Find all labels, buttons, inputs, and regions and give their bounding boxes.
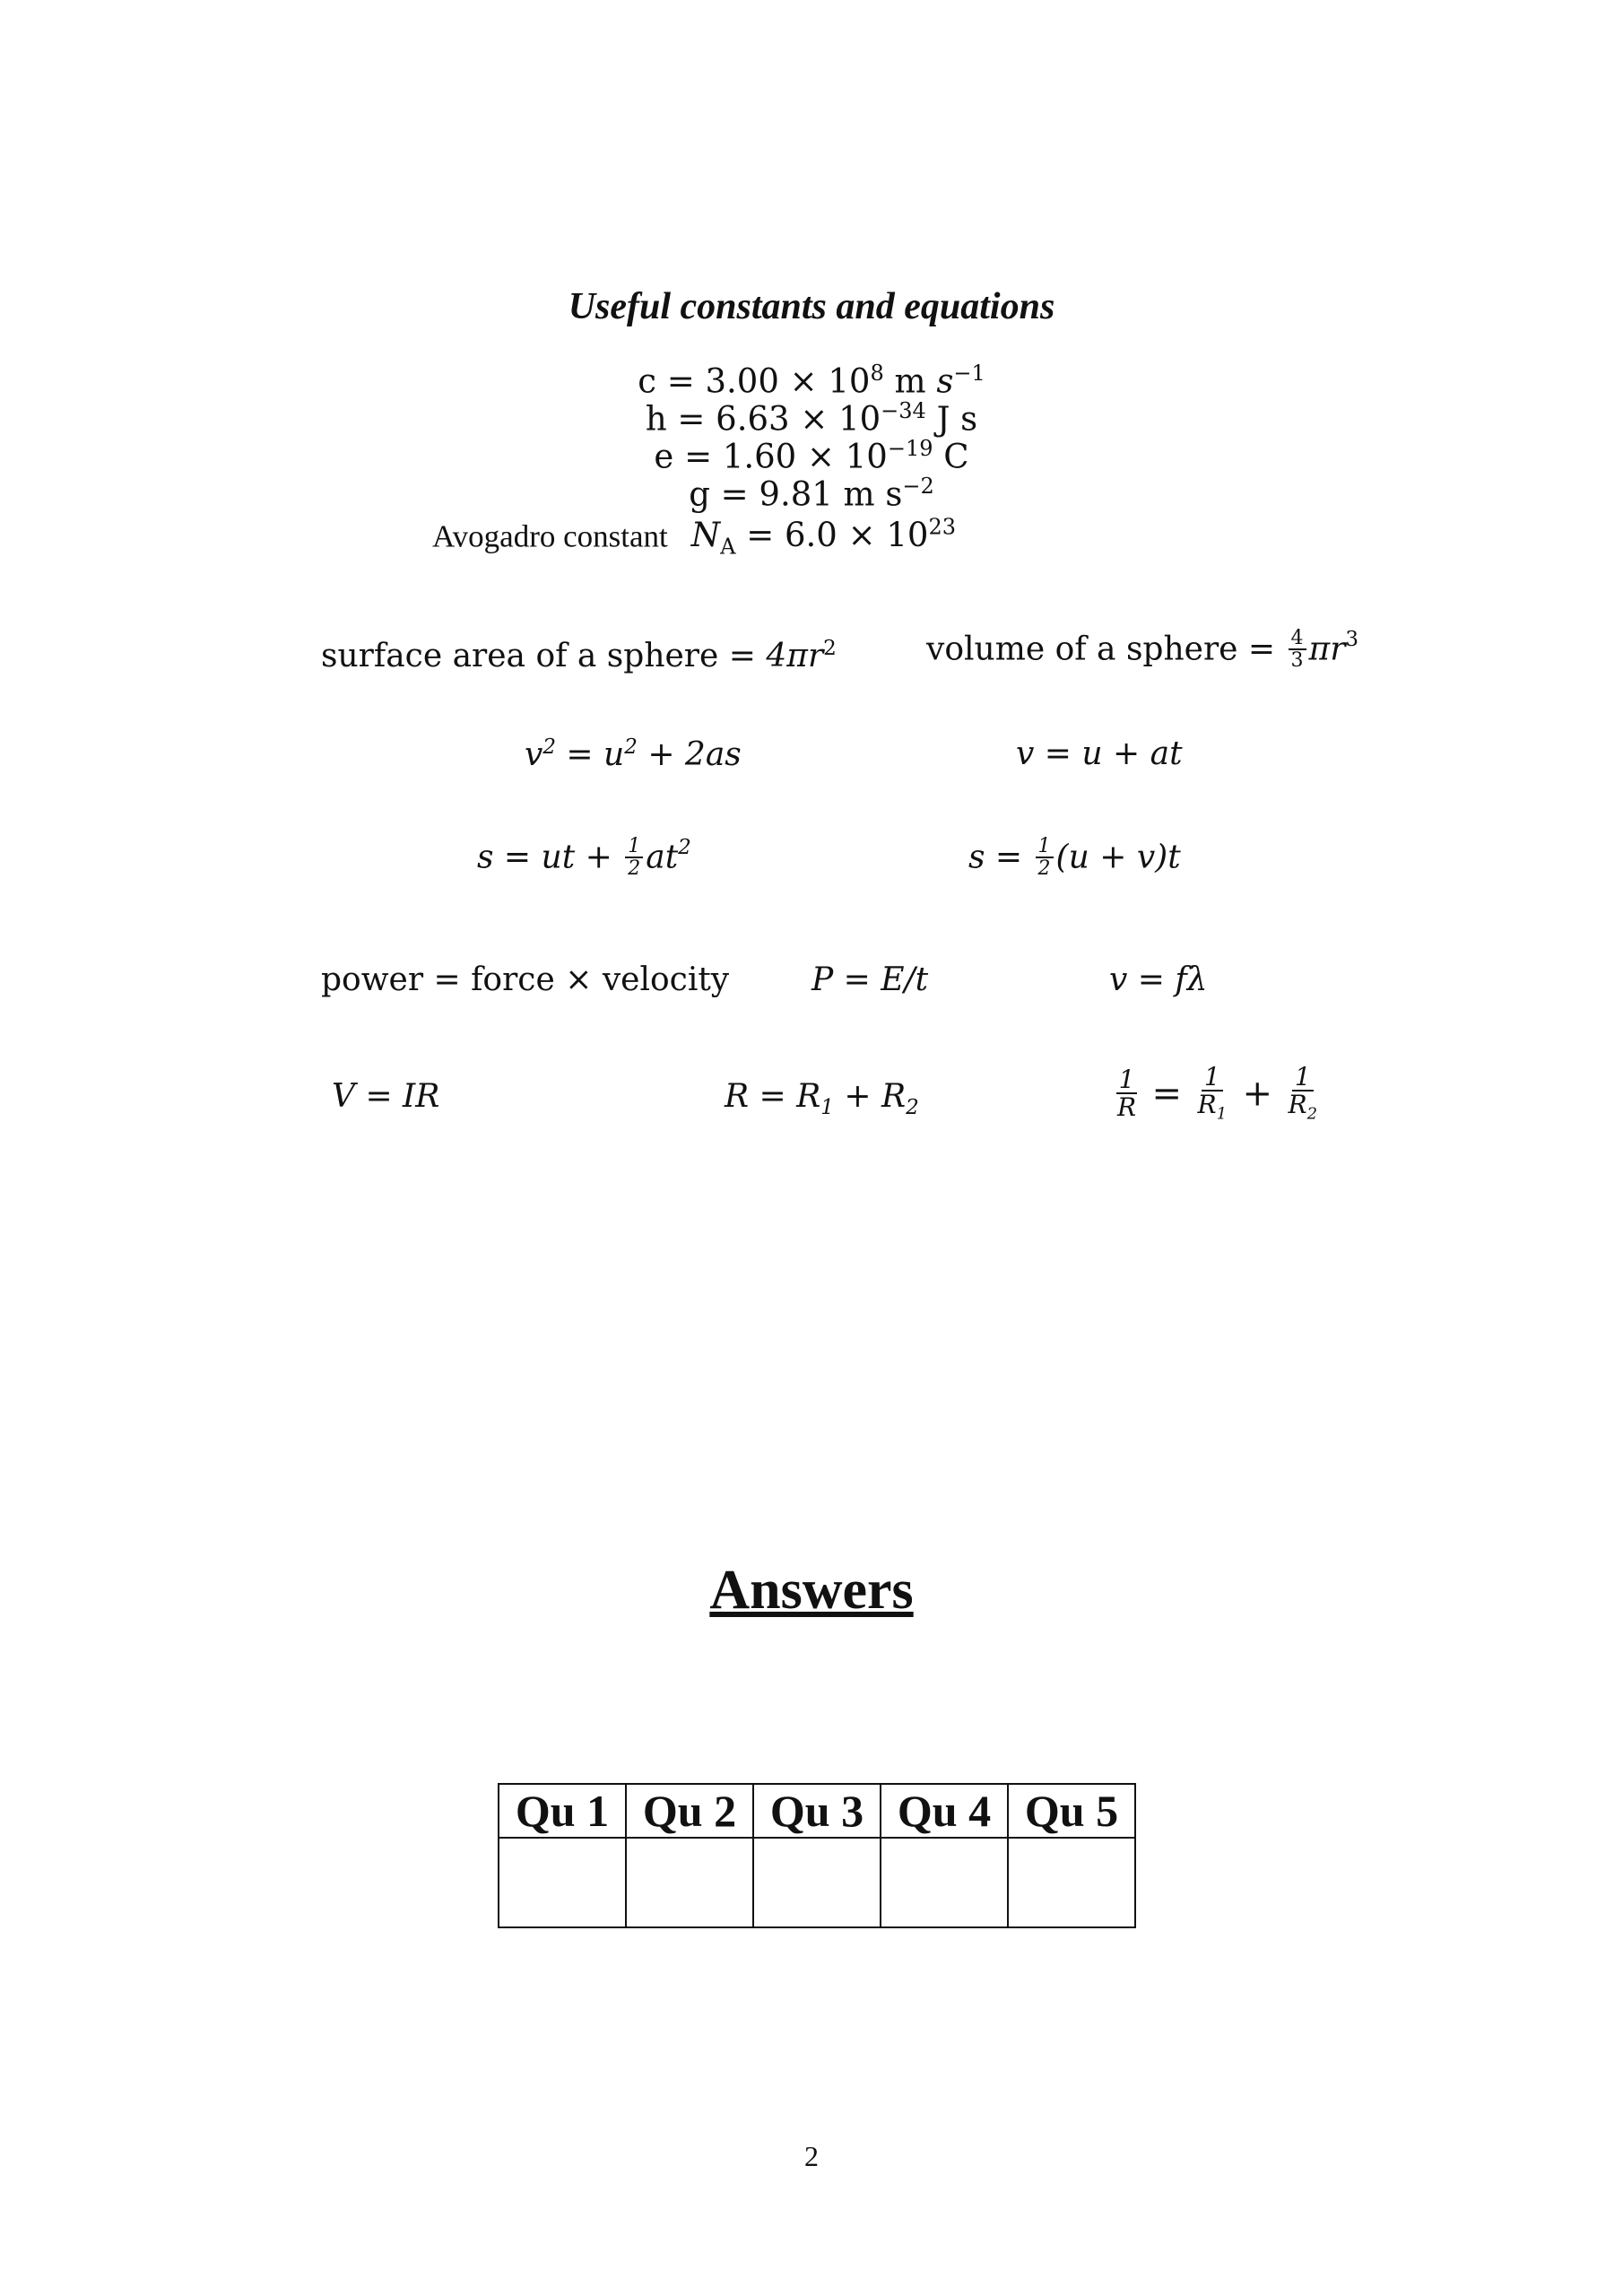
equation-suvat-4: s = $\frac{1}{2}$ (u + v)t [968, 835, 1181, 881]
page-title: Useful constants and equations [568, 286, 1055, 327]
answer-cell[interactable] [881, 1838, 1008, 1927]
answers-heading: Answers [709, 1560, 914, 1621]
constant-avogadro: Avogadro constant $N_A = 6.0 \times 10^{23}$ [432, 515, 957, 560]
equation-resistors-series: $R = R_1 + R_2$ [725, 1078, 919, 1120]
answer-cell[interactable] [626, 1838, 753, 1927]
answer-cell[interactable] [1008, 1838, 1135, 1927]
equation-wave: v = fλ [1109, 961, 1208, 998]
answers-table [498, 1783, 1136, 1928]
answers-column-header: Qu 1 [499, 1784, 626, 1838]
equation-suvat-1: $v^2 = u^2 + 2as$ [525, 735, 742, 773]
answer-cell[interactable] [499, 1838, 626, 1927]
answers-column-header: Qu 2 [626, 1784, 753, 1838]
equation-resistors-parallel: $\frac{1}{R}$ = $\frac{1}{R_1}$ + $\frac{1}{R_2}$ [1117, 1062, 1318, 1124]
answer-cell[interactable] [753, 1838, 881, 1927]
equation-suvat-2: v = u + at [1016, 735, 1183, 772]
equation-power-energy: P = E/t [812, 961, 929, 998]
equation-surface-area: surface area of a sphere = $4\pi r^2$ [321, 637, 837, 674]
equation-suvat-3: s = ut + $\frac{1}{2}$ $at^2$ [477, 835, 691, 881]
page-number: 2 [804, 2140, 819, 2172]
constant-gravity: g = 9.81 m $s^{-2}$ [689, 474, 934, 514]
equation-volume: volume of a sphere = $\frac{4}{3}$ $\pi r^3$ [926, 627, 1359, 673]
equation-power: power = force × velocity [321, 961, 730, 998]
answers-column-header: Qu 3 [753, 1784, 881, 1838]
constant-planck: $h = 6.63 \times 10^{-34}$ J s [645, 398, 978, 439]
constant-electron-charge: $e = 1.60 \times 10^{-19}$ C [654, 436, 969, 476]
answers-column-header: Qu 4 [881, 1784, 1008, 1838]
constant-speed-of-light: $c = 3.00 \times 10^8$ m $s^{-1}$ [638, 361, 985, 401]
answers-column-header: Qu 5 [1008, 1784, 1135, 1838]
equation-ohms-law: V = IR [332, 1078, 440, 1115]
